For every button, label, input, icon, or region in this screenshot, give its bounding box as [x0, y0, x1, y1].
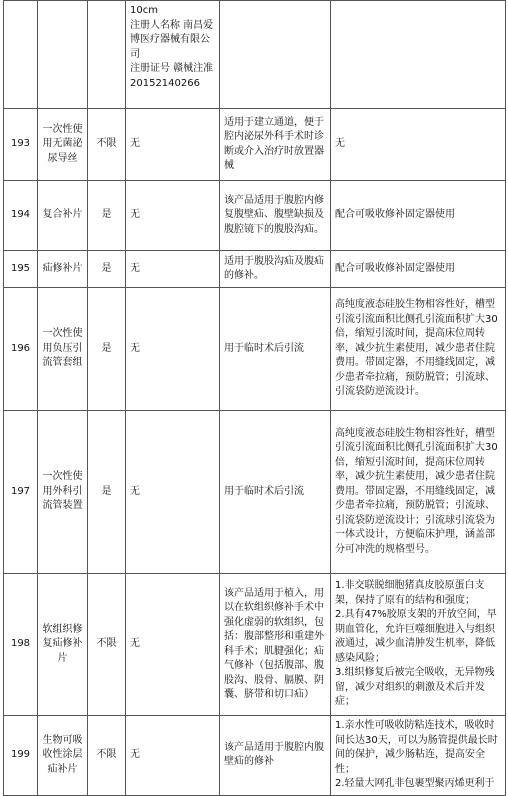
- table-row: [4, 181, 506, 251]
- cell-category: 是: [88, 181, 126, 251]
- cell-scope: 用于临时术后引流: [220, 288, 331, 411]
- cell-spec: 无: [126, 181, 220, 251]
- cell-spec: 无: [126, 716, 220, 796]
- cell-category: 是: [88, 288, 126, 411]
- cell-name: 软组织修复疝修补片: [38, 574, 88, 716]
- table-row: [4, 288, 506, 411]
- table-row: [4, 411, 506, 574]
- table-row: [4, 1, 506, 109]
- cell-remark: 配合可吸收修补固定器使用: [331, 251, 506, 288]
- cell-scope: 该产品适用于植入，用以在软组织修补手术中强化虚弱的软组织，包括：腹部整形和重建外科手术；肌腱强化；疝气修补（包括腹部、腹股沟、股骨、膈膜、阴囊、脐带和切口疝）: [220, 574, 331, 716]
- cell-scope: 适用于建立通道，便于腔内泌尿外科手术时诊断或介入治疗时放置器械: [220, 109, 331, 181]
- cell-name: 生物可吸收性涂层疝补片: [38, 716, 88, 796]
- cell-category: 不限: [88, 716, 126, 796]
- cell-no: 195: [4, 251, 38, 288]
- cell-spec: 无: [126, 251, 220, 288]
- cell-no: 197: [4, 411, 38, 574]
- cell-spec: 无: [126, 411, 220, 574]
- cell-name: 复合补片: [38, 181, 88, 251]
- cell-no: 194: [4, 181, 38, 251]
- cell-category: [88, 1, 126, 109]
- cell-scope: [220, 1, 331, 109]
- product-table: [3, 0, 506, 796]
- cell-spec: 10cm 注册人名称 南昌爱博医疗器械有限公司 注册证号 赣械注准20152140266: [126, 1, 220, 109]
- cell-remark: [331, 1, 506, 109]
- cell-name: 一次性使用外科引流管装置: [38, 411, 88, 574]
- cell-no: 193: [4, 109, 38, 181]
- table-row: [4, 716, 506, 796]
- table-row: [4, 251, 506, 288]
- cell-remark: 高纯度液态硅胶生物相容性好，槽型引流引流面积比侧孔引流面积扩大30倍，缩短引流时间，提高床位周转率，减少抗生素使用，减少患者住院费用。带固定器，不用缝线固定，减少患者牵拉痛，预防脱管；引流球、引流袋防逆流设计。: [331, 288, 506, 411]
- cell-remark: 配合可吸收修补固定器使用: [331, 181, 506, 251]
- cell-scope: 适用于腹股沟疝及腹疝的修补。: [220, 251, 331, 288]
- cell-no: [4, 1, 38, 109]
- cell-category: 不限: [88, 109, 126, 181]
- cell-spec: 无: [126, 109, 220, 181]
- cell-remark: 无: [331, 109, 506, 181]
- table-row: [4, 574, 506, 716]
- cell-scope: 该产品适用于腹腔内腹壁疝的修补: [220, 716, 331, 796]
- cell-name: 一次性使用无菌泌尿导丝: [38, 109, 88, 181]
- cell-scope: 该产品适用于腹腔内修复腹壁疝、腹壁缺损及腹腔镜下的腹股沟疝。: [220, 181, 331, 251]
- cell-spec: 无: [126, 574, 220, 716]
- cell-no: 199: [4, 716, 38, 796]
- cell-name: [38, 1, 88, 109]
- cell-no: 198: [4, 574, 38, 716]
- cell-remark: 1.亲水性可吸收防粘连技术，吸收时间长达30天，可以为肠管提供最长时间的保护，减少肠粘连，提高安全性； 2.轻量大网孔非包裹型聚丙烯更利于: [331, 716, 506, 796]
- cell-scope: 用于临时术后引流: [220, 411, 331, 574]
- cell-category: 是: [88, 411, 126, 574]
- cell-name: 疝修补片: [38, 251, 88, 288]
- cell-remark: 1.非交联脱细胞猪真皮胶原蛋白支架，保持了原有的结构和强度； 2.具有47%胶原支架的开放空间，早期血管化，允许巨噬细胞进入与组织液通过，减少血清肿发生机率，降低感染风险； 3.组织修复后被完全吸收，无异物残留，减少对组织的刺激及术后并发症；: [331, 574, 506, 716]
- cell-name: 一次性使用负压引流管套组: [38, 288, 88, 411]
- cell-remark: 高纯度液态硅胶生物相容性好，槽型引流引流面积比侧孔引流面积扩大30倍，缩短引流时间，提高床位周转率，减少抗生素使用，减少患者住院费用。带固定器，不用缝线固定，减少患者牵拉痛，预防脱管；引流球、引流袋防逆流设计；引流球引流袋为一体式设计，方便临床护理，涵盖部分可冲洗的规格型号。: [331, 411, 506, 574]
- cell-spec: 无: [126, 288, 220, 411]
- table-row: [4, 109, 506, 181]
- cell-no: 196: [4, 288, 38, 411]
- cell-category: 是: [88, 251, 126, 288]
- cell-category: 不限: [88, 574, 126, 716]
